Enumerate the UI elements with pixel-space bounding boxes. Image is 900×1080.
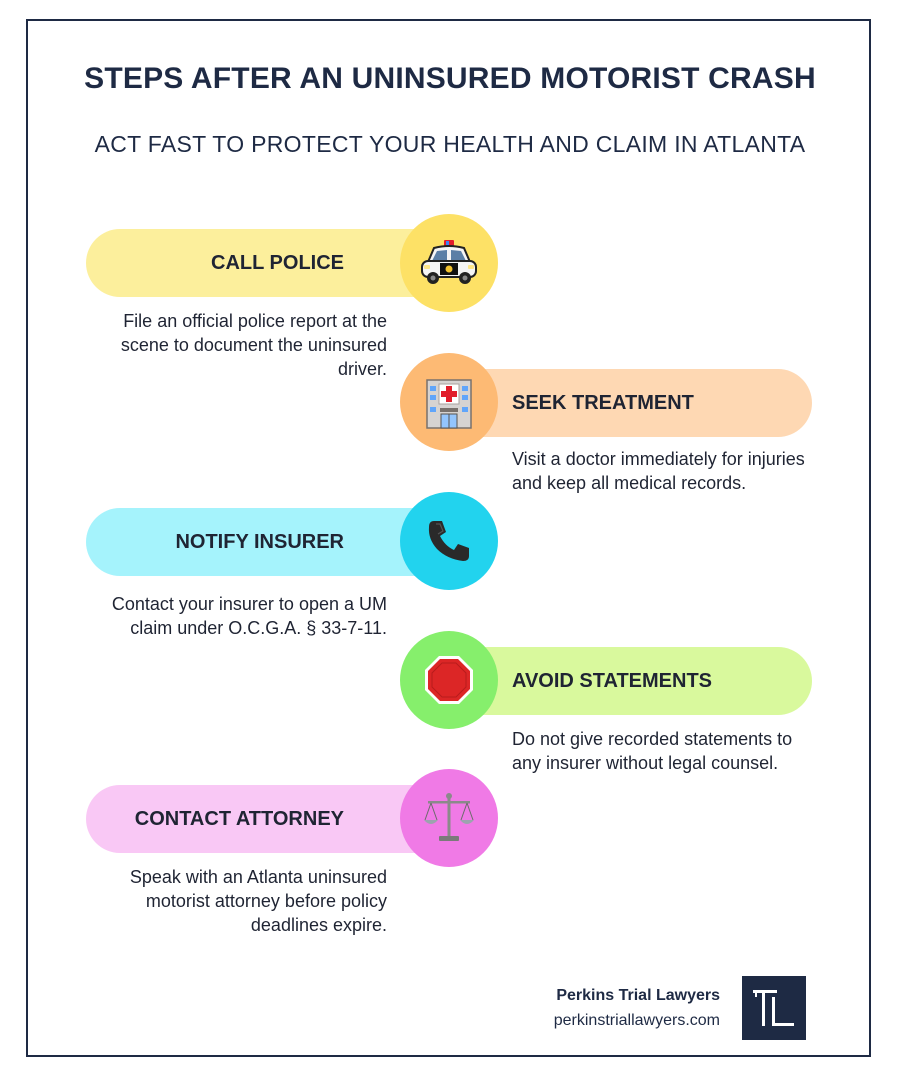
hospital-icon bbox=[400, 353, 498, 451]
step-label: CONTACT ATTORNEY bbox=[134, 807, 344, 830]
step-label: AVOID STATEMENTS bbox=[512, 669, 712, 692]
step-description: Contact your insurer to open a UM claim under O.C.G.A. § 33-7-11. bbox=[111, 594, 387, 638]
tl-monogram-logo bbox=[742, 976, 806, 1040]
step-label: CALL POLICE bbox=[211, 251, 344, 274]
step-description: Speak with an Atlanta uninsured motorist attorney before policy deadlines expire. bbox=[129, 867, 387, 935]
firm-website[interactable]: perkinstriallawyers.com bbox=[553, 1012, 720, 1029]
scales-icon bbox=[400, 769, 498, 867]
step-description: Do not give recorded statements to any insurer without legal counsel. bbox=[512, 729, 793, 773]
step-description: Visit a doctor immediately for injuries and keep all medical records. bbox=[512, 449, 805, 493]
step-description: File an official police report at the scene to document the uninsured driver. bbox=[120, 311, 387, 379]
firm-name: Perkins Trial Lawyers bbox=[556, 987, 720, 1004]
step-label: SEEK TREATMENT bbox=[512, 391, 694, 414]
page-subtitle: ACT FAST TO PROTECT YOUR HEALTH AND CLAIM IN ATLANTA bbox=[94, 131, 806, 157]
step-label: NOTIFY INSURER bbox=[175, 530, 344, 553]
police-car-icon bbox=[400, 214, 498, 312]
page-title: STEPS AFTER AN UNINSURED MOTORIST CRASH bbox=[84, 62, 816, 95]
stop-sign-icon bbox=[400, 631, 498, 729]
telephone-icon bbox=[400, 492, 498, 590]
